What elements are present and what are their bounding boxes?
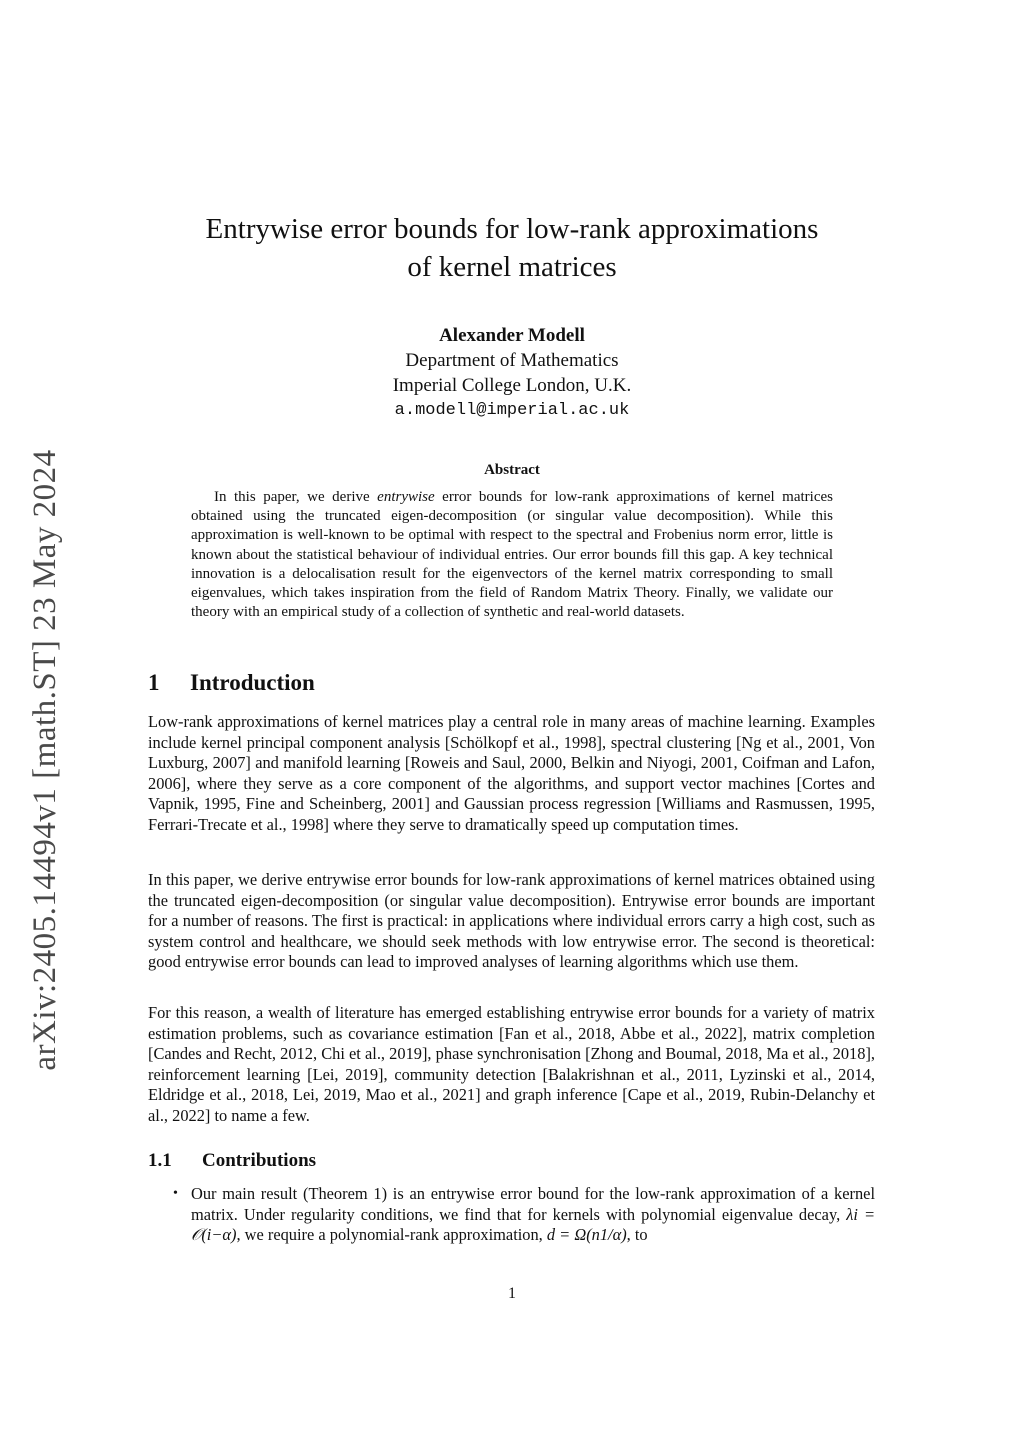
author-name: Alexander Modell <box>439 325 585 346</box>
subsection-heading <box>148 1150 316 1172</box>
paragraph: For this reason, a wealth of literature has emerged establishing entrywise error bounds for a variety of matrix estimation problems, such as covariance estimation [Fan et al., 2018, Abbe et al., 2022], matrix completion [Candes and Recht, 2012, Chi et al., 2019], phase synchronisation [Zhong and Boumal, 2018, Ma et al., 2018], reinforcement learning [Lei, 2019], community detection [Balakrishnan et al., 2011, Lyzinski et al., 2014, Eldridge et al., 2018, Lei, 2019, Mao et al., 2021] and graph inference [Cape et al., 2019, Rubin-Delanchy et al., 2022] to name a few. <box>148 1003 875 1125</box>
abstract-lead: In this paper, we derive <box>214 489 378 505</box>
math-eigen-decay: λi = 𝒪(i−α) <box>191 1204 876 1245</box>
abstract-body <box>191 488 833 622</box>
author-email[interactable]: a.modell@imperial.ac.uk <box>394 401 630 420</box>
bullet-item <box>173 1184 876 1246</box>
math-rank: d = Ω(n1/α) <box>546 1225 627 1245</box>
author-institution: Imperial College London, U.K. <box>392 375 632 396</box>
subsection-title: Contributions <box>202 1150 317 1171</box>
arxiv-stamp: arXiv:2405.14494v1 [math.ST] 23 May 2024 <box>27 449 63 1071</box>
title-line-2: of kernel matrices <box>407 251 617 283</box>
author-block <box>200 323 824 423</box>
section-heading <box>148 670 315 696</box>
bullet-dot-icon: • <box>173 1186 178 1201</box>
subsection-number: 1.1 <box>148 1150 172 1171</box>
bullet-text-2: , we require a polynomial-rank approximation, <box>236 1225 547 1245</box>
abstract-text: error bounds for low-rank approximations of kernel matrices obtained using the truncated eigen-decomposition (or singular value decomposition). While this approximation is well-known to be optimal with respect to the spectral and Frobenius norm error, little is known about the statistical behaviour of individual entries. Our error bounds fill this gap. A key technical innovation is a delocalisation result for the eigenvectors of the kernel matrix corresponding to small eigenvalues, which takes inspiration from the field of Random Matrix Theory. Finally, we validate our theory with an empirical study of a collection of synthetic and real-world datasets. <box>191 489 833 621</box>
paper-title <box>150 210 874 286</box>
title-line-1: Entrywise error bounds for low-rank approximations <box>205 213 819 245</box>
paragraph: Low-rank approximations of kernel matrices play a central role in many areas of machine learning. Examples include kernel principal component analysis [Schölkopf et al., 1998], spectral clustering [Ng et al., 2001, Von Luxburg, 2007] and manifold learning [Roweis and Saul, 2000, Belkin and Niyogi, 2001, Coifman and Lafon, 2006], where they serve as a core component of the algorithms, and support vector machines [Cortes and Vapnik, 1995, Fine and Scheinberg, 2001] and Gaussian process regression [Williams and Rasmussen, 1995, Ferrari-Trecate et al., 1998] where they serve to dramatically speed up computation times. <box>148 712 875 834</box>
section-title: Introduction <box>190 670 315 695</box>
section-number: 1 <box>148 670 160 695</box>
abstract-emphasis: entrywise <box>377 489 435 505</box>
paragraph: In this paper, we derive entrywise error bounds for low-rank approximations of kernel matrices obtained using the truncated eigen-decomposition (or singular value decomposition). Entrywise error bounds are important for a number of reasons. The first is practical: in applications where individual errors carry a high cost, such as system control and healthcare, we should seek methods with low entrywise error. The second is theoretical: good entrywise error bounds can lead to improved analyses of learning algorithms which use them. <box>148 870 875 972</box>
abstract-heading: Abstract <box>484 462 540 478</box>
bullet-text-3: , to <box>626 1225 648 1245</box>
page-number: 1 <box>508 1285 516 1302</box>
author-department: Department of Mathematics <box>405 350 619 371</box>
bullet-text-1: Our main result (Theorem 1) is an entrywise error bound for the low-rank approximation of a kernel matrix. Under regularity conditions, we find that for kernels with polynomial eigenvalue decay, <box>191 1184 875 1224</box>
